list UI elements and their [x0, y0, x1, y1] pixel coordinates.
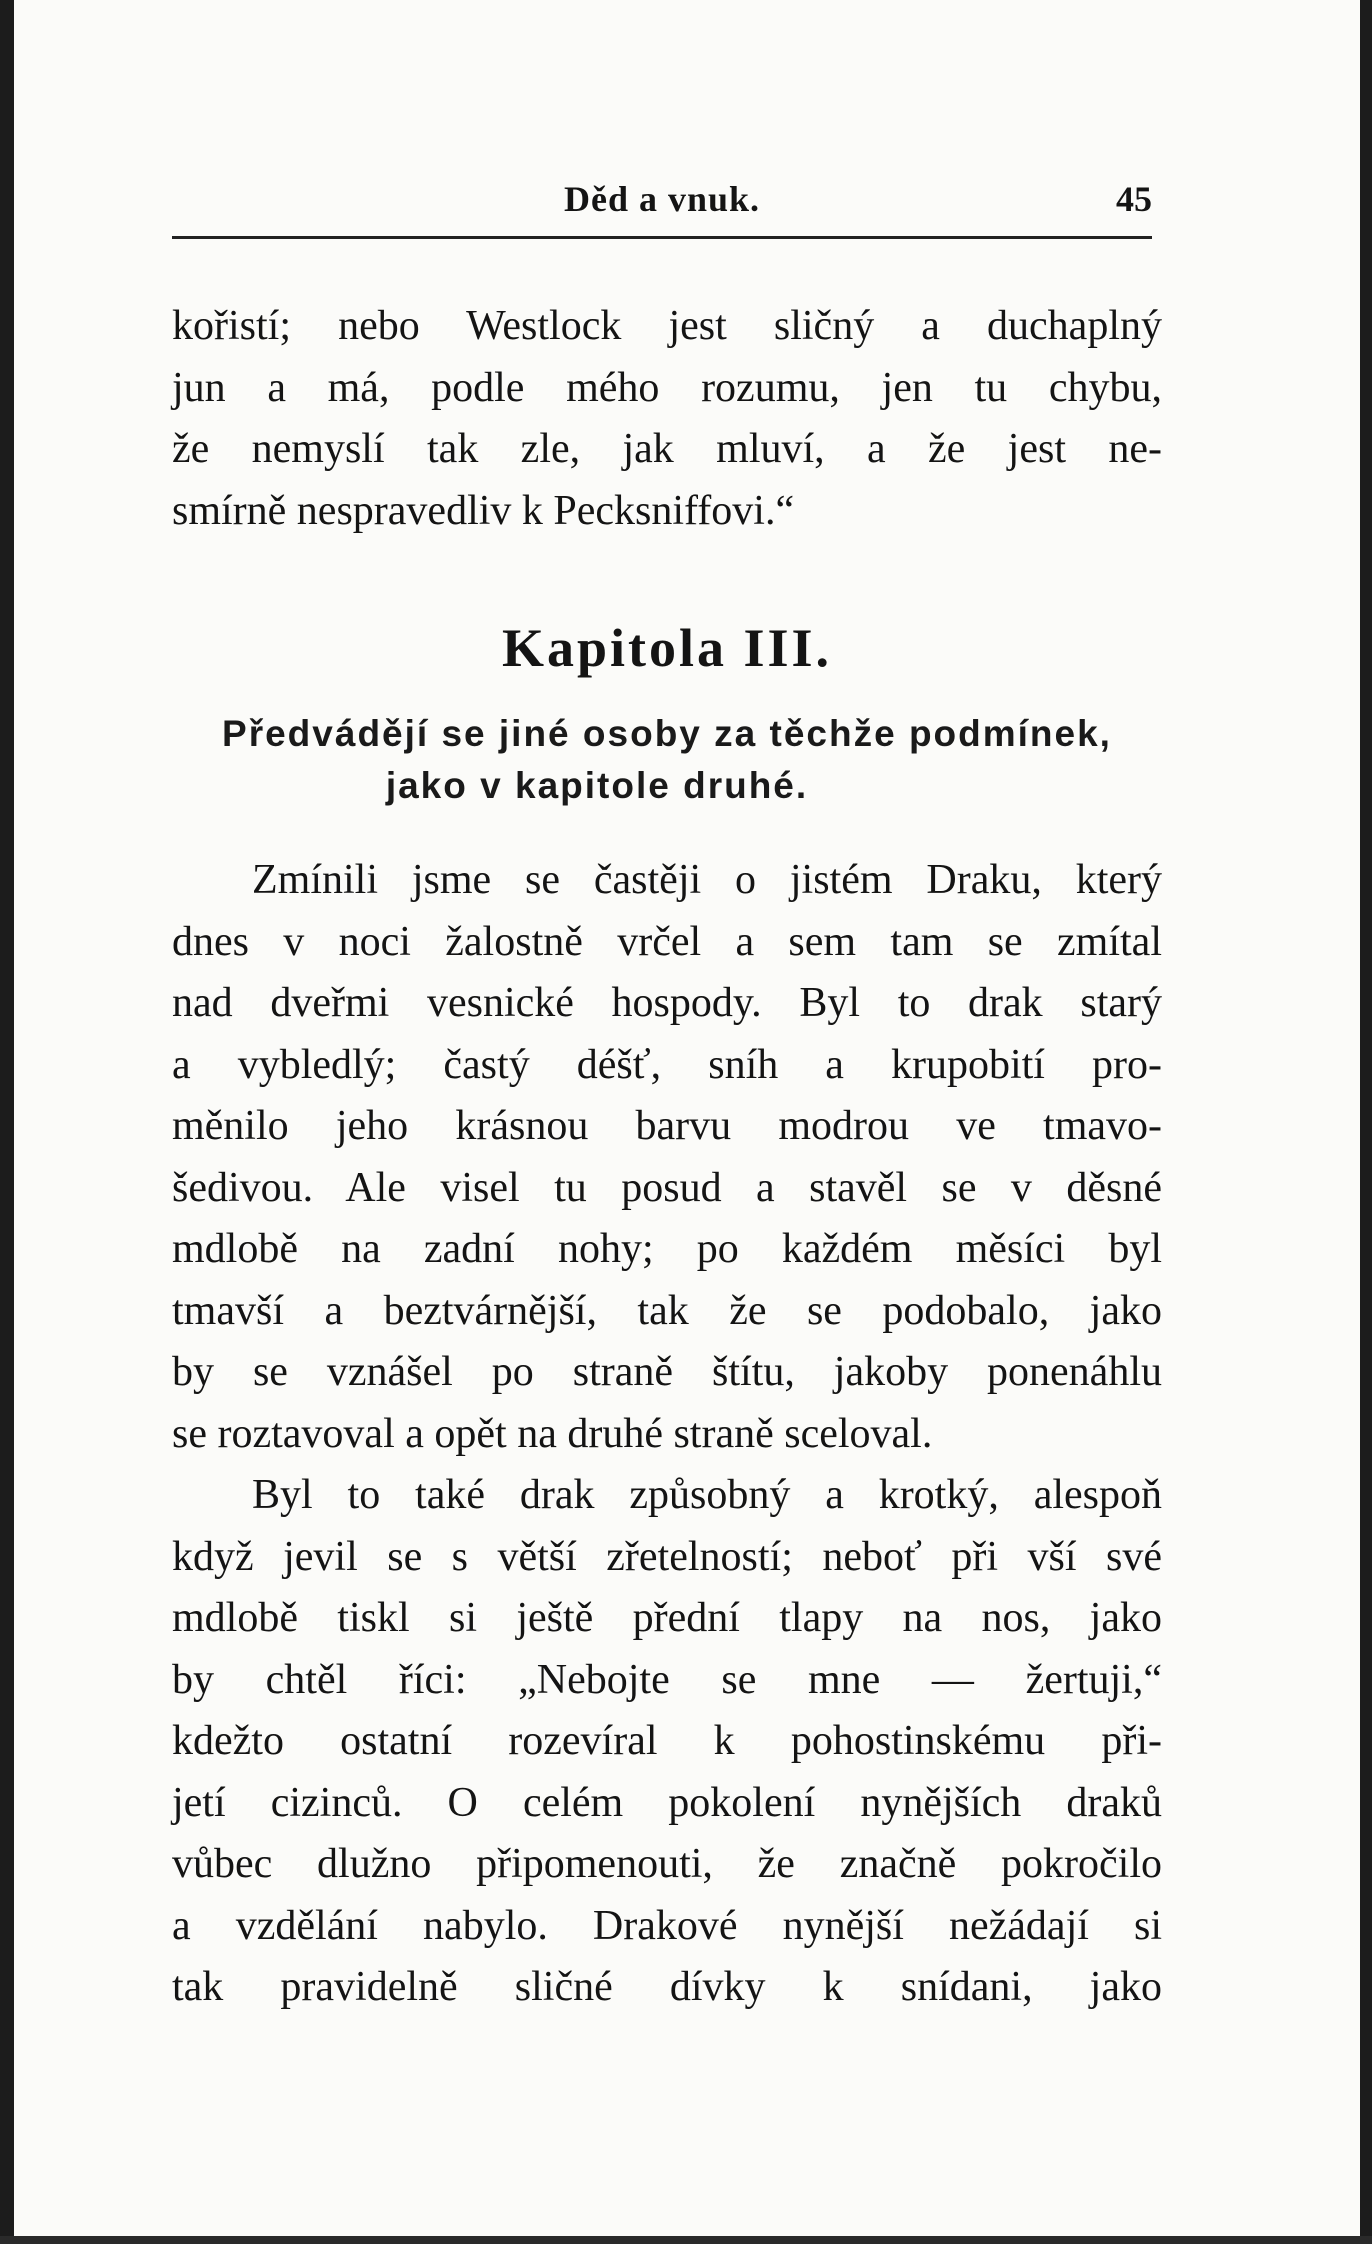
page-header — [172, 172, 1152, 232]
text-line: dnes v noci žalostně vrčel a sem tam se zmítal — [172, 918, 1162, 965]
text-line: měnilo jeho krásnou barvu modrou ve tmavo- — [172, 1103, 1162, 1149]
text-line: by chtěl říci: „Nebojte se mne — žertuji,“ — [172, 1656, 1162, 1703]
chapter-heading: Kapitola III. — [501, 618, 833, 678]
running-title: Děd a vnuk. — [563, 179, 761, 219]
text-line: když jevil se s větší zřetelností; neboť při vší své — [172, 1533, 1162, 1580]
text-line: Byl to také drak způsobný a krotký, alespoň — [252, 1472, 1162, 1518]
text-line: se roztavoval a opět na druhé straně sceloval. — [172, 1410, 933, 1457]
text-line: vůbec dlužno připomenouti, že značně pokročilo — [172, 1841, 1162, 1887]
text-line: jun a má, podle mého rozumu, jen tu chybu, — [172, 364, 1162, 411]
page-number: 45 — [1116, 179, 1152, 219]
text-line: mdlobě tiskl si ještě přední tlapy na nos, jako — [172, 1595, 1162, 1641]
text-line: že nemyslí tak zle, jak mluví, a že jest ne- — [172, 426, 1162, 472]
text-line: smírně nespravedliv k Pecksniffovi.“ — [172, 487, 795, 534]
text-line: jetí cizinců. O celém pokolení nynějších draků — [172, 1779, 1162, 1826]
text-line: kdežto ostatní rozevíral k pohostinskému při- — [172, 1718, 1162, 1764]
text-line: nad dveřmi vesnické hospody. Byl to drak starý — [172, 980, 1162, 1026]
chapter-subtitle — [172, 708, 1162, 812]
text-line: mdlobě na zadní nohy; po každém měsíci byl — [172, 1226, 1162, 1272]
text-line: a vzdělání nabylo. Drakové nynější nežádají si — [172, 1902, 1162, 1949]
text-line: šedivou. Ale visel tu posud a stavěl se v děsné — [172, 1164, 1162, 1211]
text-line: by se vznášel po straně štítu, jakoby ponenáhlu — [172, 1349, 1162, 1395]
scan-right-edge — [1360, 0, 1372, 2244]
paragraph-continuation — [172, 296, 1162, 542]
text-line: tak pravidelně sličné dívky k snídani, jako — [172, 1964, 1162, 2010]
scan-left-edge — [0, 0, 14, 2244]
text-line: Zmínili jsme se častěji o jistém Draku, který — [252, 857, 1162, 903]
text-line: a vybledlý; častý déšť, sníh a krupobití pro- — [172, 1041, 1162, 1088]
paragraph-main — [172, 850, 1162, 2019]
subtitle-line: Předvádějí se jiné osoby za těchže podmínek, — [222, 713, 1112, 754]
text-line: tmavší a beztvárnější, tak že se podobalo, jako — [172, 1287, 1162, 1334]
scan-bottom-edge — [0, 2236, 1372, 2244]
header-rule — [172, 236, 1152, 239]
subtitle-line: jako v kapitole druhé. — [385, 765, 809, 806]
text-line: kořistí; nebo Westlock jest sličný a duchaplný — [172, 303, 1162, 349]
